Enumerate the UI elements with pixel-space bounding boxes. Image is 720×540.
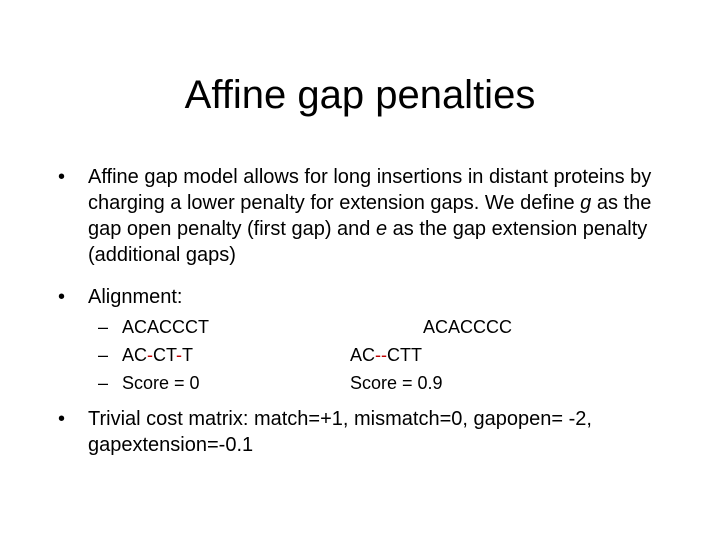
alignment-right-score: Score = 0.9 <box>350 373 443 393</box>
bullet-icon: • <box>58 286 66 308</box>
bullet-text: Affine gap model allows for long insertions in distant proteins by charging a lower penalty for extension gaps. We define g as the gap open penalty (first gap) and e as the gap extension penalty (additional gaps) <box>88 166 652 266</box>
dash-icon: – <box>98 373 109 393</box>
alignment-right-seq1: ACACCCC <box>423 317 513 337</box>
bullet-text: Trivial cost matrix: match=+1, mismatch=0, gapopen= -2, gapextension=-0.1 <box>88 408 592 456</box>
bullet-affine-model <box>58 164 678 268</box>
alignment-left-seq1: – ACACCCT <box>98 317 210 337</box>
bullet-text: Alignment: <box>88 286 183 308</box>
alignment-left-seq2: – AC-CT-T <box>98 345 194 365</box>
bullet-icon: • <box>58 166 66 188</box>
dash-icon: – <box>98 317 109 337</box>
dash-icon: – <box>98 345 109 365</box>
alignment-right-seq2: AC--CTT <box>350 345 423 365</box>
slide-title: Affine gap penalties <box>184 73 536 117</box>
alignment-left-score: – Score = 0 <box>98 373 200 393</box>
bullet-cost-matrix <box>58 406 678 458</box>
bullet-alignment <box>58 284 678 310</box>
bullet-icon: • <box>58 408 66 430</box>
